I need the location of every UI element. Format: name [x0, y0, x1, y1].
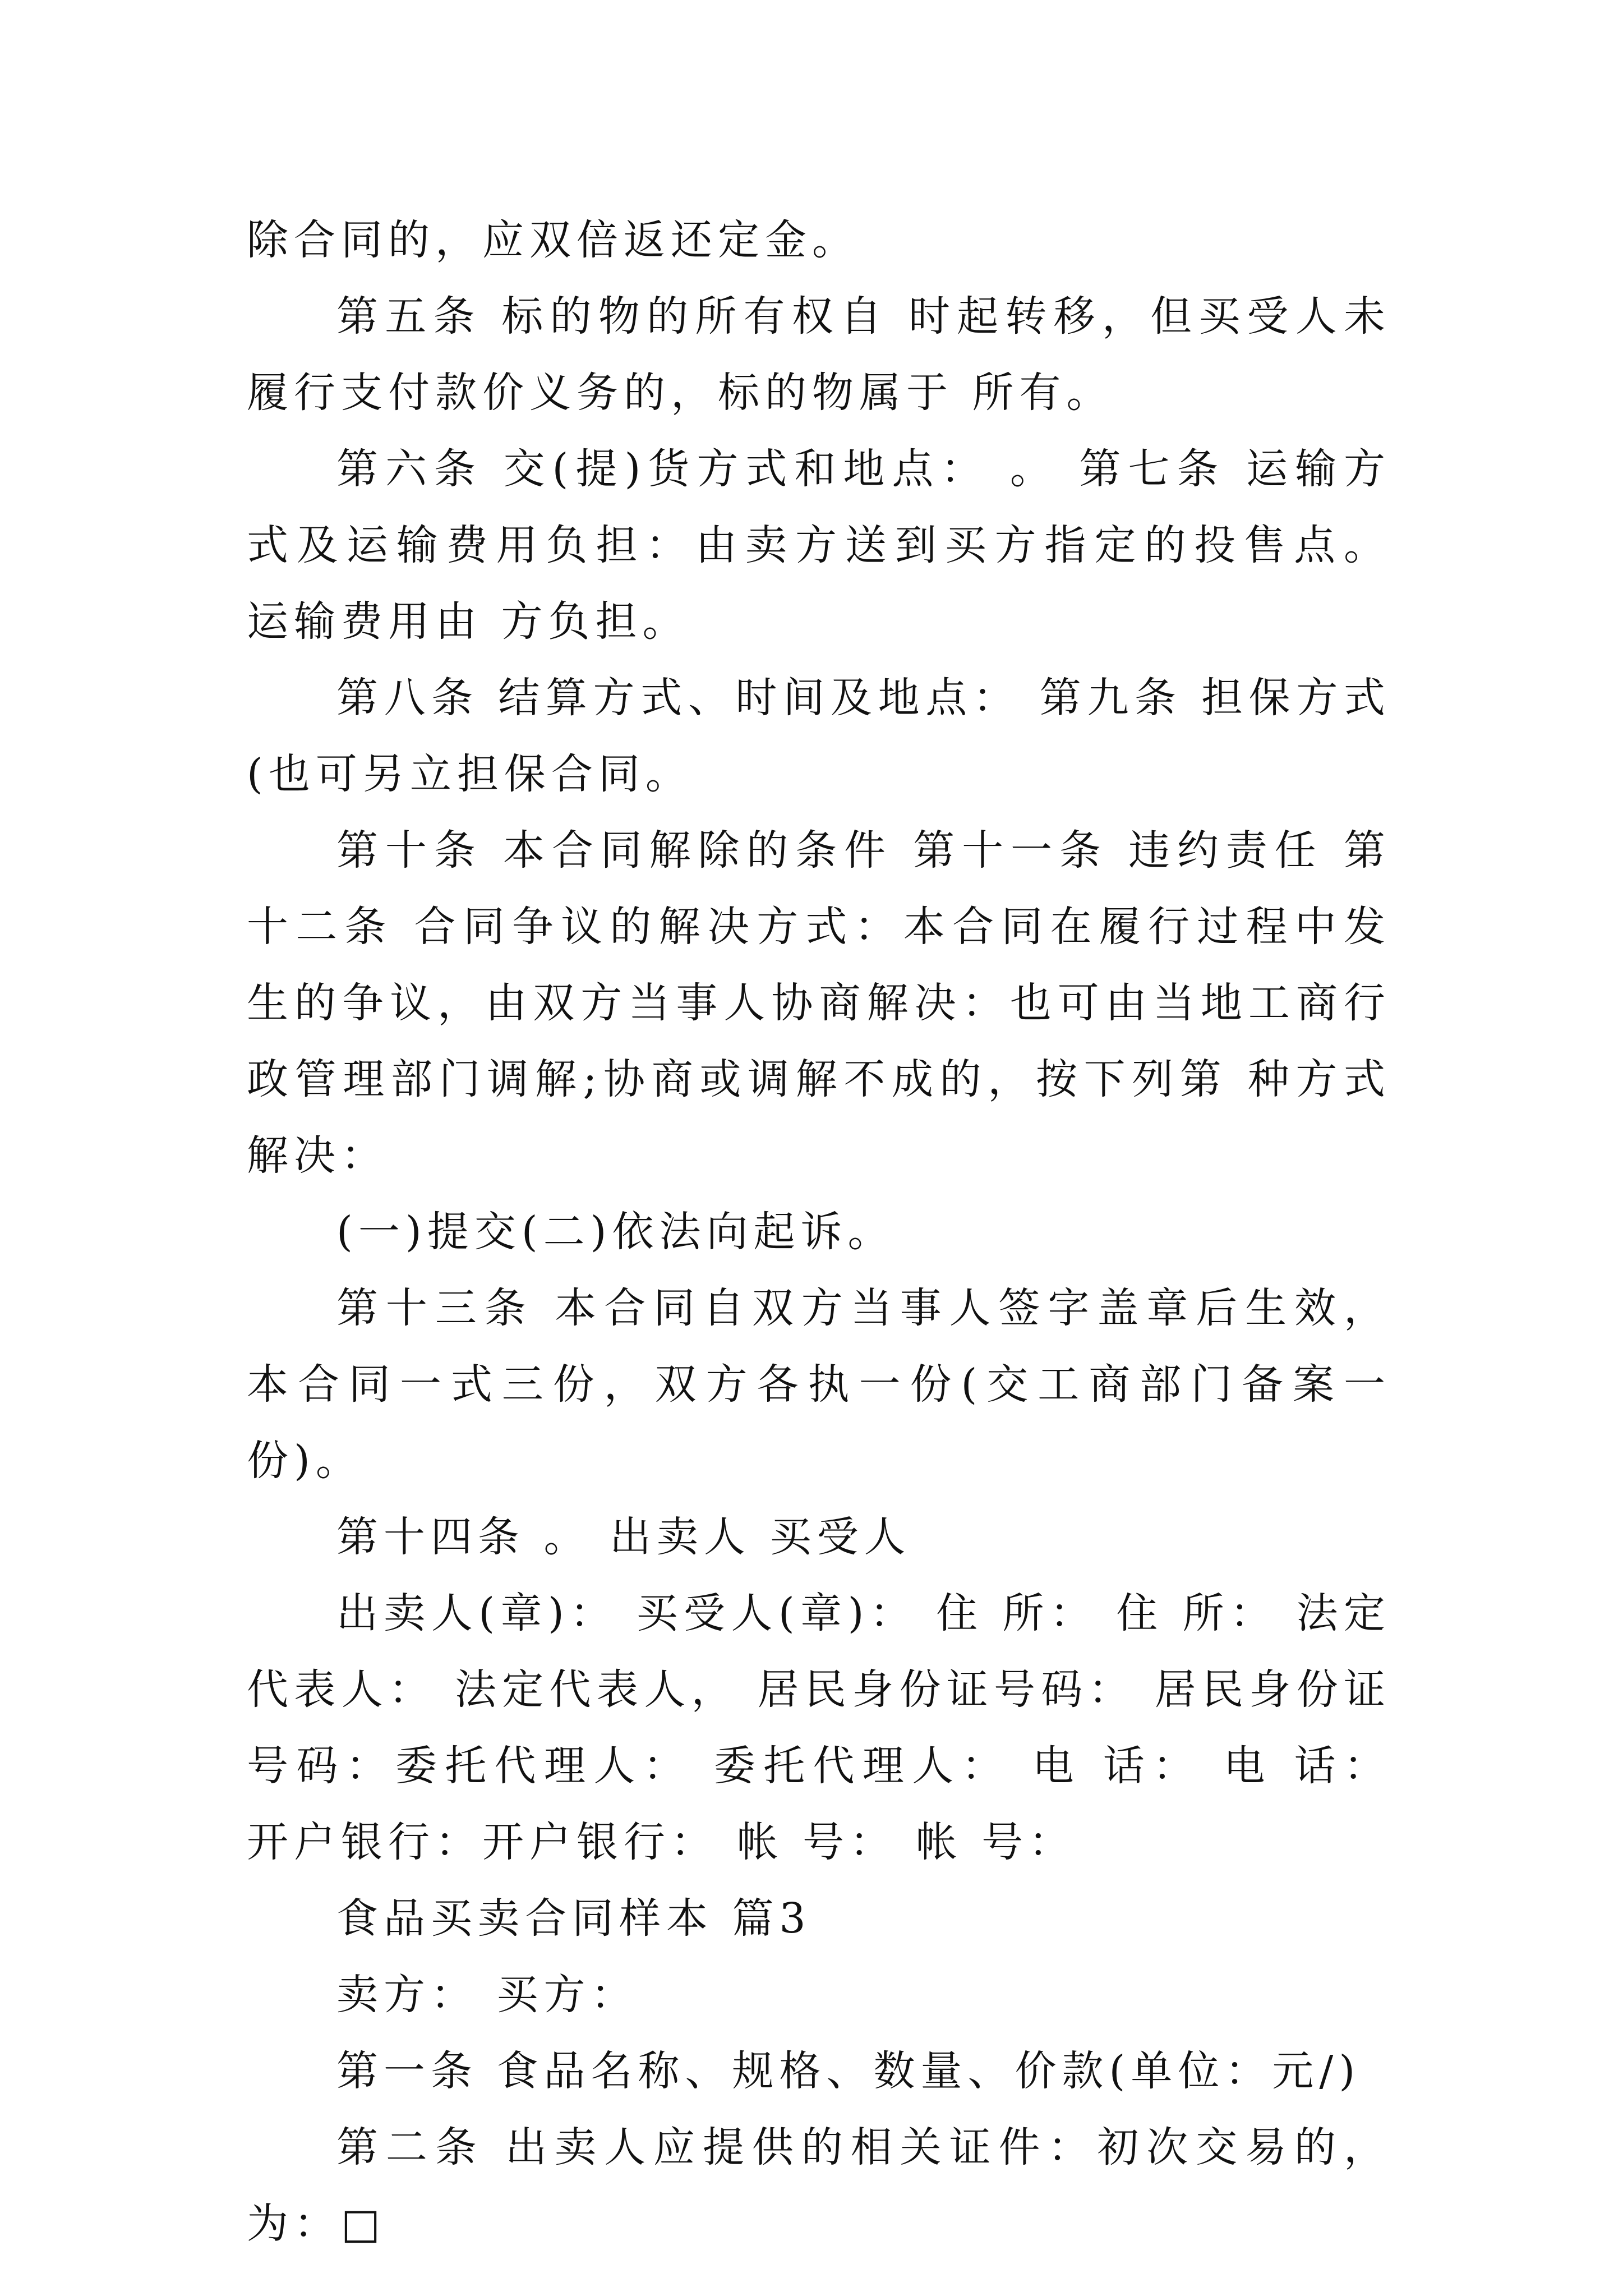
paragraph-article-5: 第五条 标的物的所有权自 时起转移，但买受人未履行支付款价义务的，标的物属于 所有。 [247, 292, 1391, 417]
paragraph-parties: 卖方： 买方： [336, 1971, 638, 2019]
paragraph-article-6-7: 第六条 交(提)货方式和地点： 。 第七条 运输方式及运输费用负担：由卖方送到买方指定的投售点。 运输费用由 方负担。 [247, 445, 1391, 646]
document-body [247, 202, 1391, 2262]
paragraph-signature-block: 出卖人(章)： 买受人(章)： 住 所： 住 所： 法定代表人： 法定代表人， 居民身份证号码： 居民身份证号码：委托代理人： 委托代理人： 电 话： 电 话： 开户银行：开户银行： 帐 号： 帐 号： [247, 1589, 1391, 1866]
paragraph-dispute-options: (一)提交(二)依法向起诉。 [336, 1208, 895, 1256]
paragraph-article-13: 第十三条 本合同自双方当事人签字盖章后生效，本合同一式三份，双方各执一份(交工商部门备案一份)。 [247, 1284, 1391, 1485]
paragraph-article-2: 第二条 出卖人应提供的相关证件：初次交易的，为：□ [247, 2123, 1391, 2248]
paragraph-article-1: 第一条 食品名称、规格、数量、价款(单位：元/) [336, 2047, 1361, 2095]
paragraph-article-14: 第十四条 。 出卖人 买受人 [336, 1513, 911, 1561]
paragraph-section-title: 食品买卖合同样本 篇3 [336, 1894, 811, 1943]
paragraph-article-10-12: 第十条 本合同解除的条件 第十一条 违约责任 第十二条 合同争议的解决方式：本合同在履行过程中发生的争议，由双方当事人协商解决：也可由当地工商行政管理部门调解;协商或调解不成的，按下列第 种方式解决： [247, 826, 1391, 1180]
paragraph-deposit-return: 除合同的，应双倍返还定金。 [247, 216, 859, 264]
paragraph-article-8-9: 第八条 结算方式、时间及地点： 第九条 担保方式(也可另立担保合同。 [247, 674, 1391, 798]
